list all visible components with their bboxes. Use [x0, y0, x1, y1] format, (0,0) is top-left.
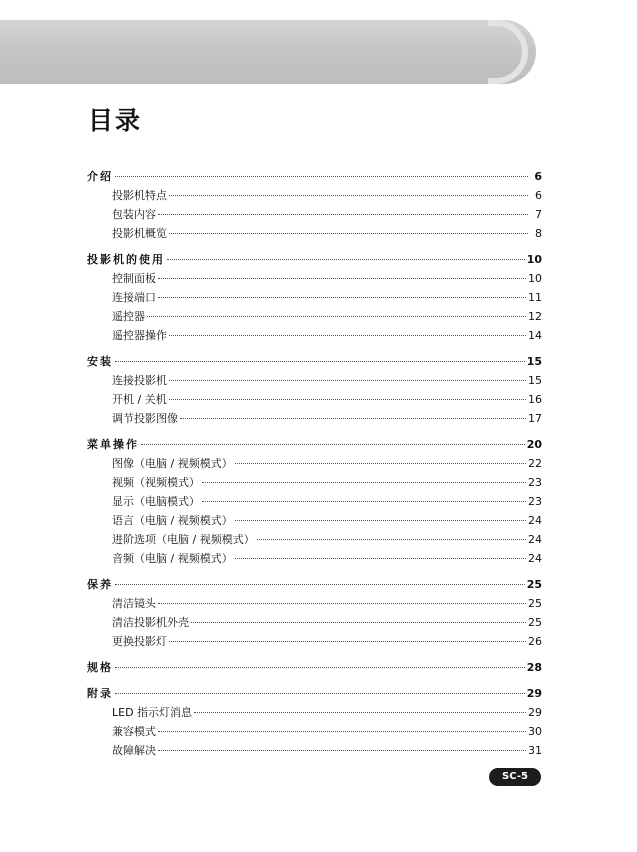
toc-page-number: 15: [526, 355, 542, 368]
toc-page-number: 17: [528, 412, 542, 425]
toc-section-entry[interactable]: [87, 613, 542, 632]
toc-chapter-entry[interactable]: [87, 167, 542, 186]
toc-dot-leader: [158, 603, 526, 604]
toc-entry-title: 包装内容: [112, 208, 156, 221]
toc-section-entry[interactable]: [87, 632, 542, 651]
toc-section-entry[interactable]: [87, 224, 542, 243]
toc-page-number: 20: [526, 438, 542, 451]
toc-dot-leader: [235, 520, 526, 521]
toc-dot-leader: [191, 622, 526, 623]
toc-dot-leader: [257, 539, 526, 540]
toc-page-number: 23: [528, 495, 542, 508]
toc-entry-title: 遥控器: [112, 310, 145, 323]
toc-section-entry[interactable]: [87, 390, 542, 409]
toc-dot-leader: [194, 712, 526, 713]
toc-dot-leader: [158, 750, 526, 751]
toc-section-entry[interactable]: [87, 371, 542, 390]
toc-entry-title: 兼容模式: [112, 725, 156, 738]
toc-page-number: 28: [526, 661, 542, 674]
page-number-badge: SC-5: [489, 768, 541, 786]
toc-entry-title: 调节投影图像: [112, 412, 178, 425]
toc-dot-leader: [235, 558, 526, 559]
toc-page-number: 16: [528, 393, 542, 406]
toc-page-number: 24: [528, 533, 542, 546]
toc-chapter-group: [87, 167, 542, 243]
toc-page-number: 31: [528, 744, 542, 757]
toc-section-entry[interactable]: [87, 530, 542, 549]
toc-chapter-entry[interactable]: [87, 575, 542, 594]
toc-section-entry[interactable]: [87, 511, 542, 530]
toc-section-entry[interactable]: [87, 326, 542, 345]
toc-entry-title: 投影机概览: [112, 227, 167, 240]
toc-chapter-group: [87, 658, 542, 677]
toc-page-number: 24: [528, 514, 542, 527]
toc-entry-title: 安装: [87, 355, 113, 368]
toc-dot-leader: [169, 335, 526, 336]
toc-entry-title: 附录: [87, 687, 113, 700]
toc-entry-title: 保养: [87, 578, 113, 591]
toc-dot-leader: [169, 399, 526, 400]
toc-entry-title: 遥控器操作: [112, 329, 167, 342]
page-title: 目录: [88, 106, 143, 135]
toc-dot-leader: [180, 418, 526, 419]
toc-page-number: 25: [526, 578, 542, 591]
toc-page-number: 10: [528, 272, 542, 285]
toc-dot-leader: [115, 693, 525, 694]
toc-section-entry[interactable]: [87, 473, 542, 492]
header-band: [0, 20, 536, 84]
toc-entry-title: 故障解决: [112, 744, 156, 757]
toc-entry-title: 菜单操作: [87, 438, 139, 451]
toc-page-number: 14: [528, 329, 542, 342]
toc-page-number: 23: [528, 476, 542, 489]
toc-section-entry[interactable]: [87, 703, 542, 722]
toc-dot-leader: [115, 361, 525, 362]
toc-dot-leader: [158, 278, 526, 279]
toc-dot-leader: [115, 584, 525, 585]
toc-entry-title: 投影机特点: [112, 189, 167, 202]
toc-entry-title: 规格: [87, 661, 113, 674]
toc-section-entry[interactable]: [87, 205, 542, 224]
toc-entry-title: 音频（电脑 / 视频模式）: [112, 552, 233, 565]
toc-entry-title: 介绍: [87, 170, 113, 183]
toc-entry-title: 开机 / 关机: [112, 393, 167, 406]
toc-page-number: 30: [528, 725, 542, 738]
toc-section-entry[interactable]: [87, 454, 542, 473]
toc-page-number: 15: [528, 374, 542, 387]
toc-chapter-group: [87, 575, 542, 651]
toc-dot-leader: [115, 176, 528, 177]
toc-entry-title: 投影机的使用: [87, 253, 165, 266]
toc-chapter-entry[interactable]: [87, 435, 542, 454]
toc-chapter-group: [87, 435, 542, 568]
toc-dot-leader: [158, 297, 526, 298]
toc-chapter-entry[interactable]: [87, 352, 542, 371]
toc-section-entry[interactable]: [87, 186, 542, 205]
toc-chapter-entry[interactable]: [87, 250, 542, 269]
toc-chapter-group: [87, 684, 542, 760]
toc-section-entry[interactable]: [87, 492, 542, 511]
toc-entry-title: 连接投影机: [112, 374, 167, 387]
toc-chapter-group: [87, 250, 542, 345]
toc-page-number: 8: [535, 227, 542, 240]
toc-page-number: 22: [528, 457, 542, 470]
table-of-contents: [87, 167, 542, 767]
toc-entry-title: 语言（电脑 / 视频模式）: [112, 514, 233, 527]
toc-section-entry[interactable]: [87, 307, 542, 326]
toc-page-number: 25: [528, 616, 542, 629]
toc-dot-leader: [158, 214, 528, 215]
toc-page-number: 6: [534, 170, 542, 183]
toc-section-entry[interactable]: [87, 288, 542, 307]
toc-page-number: 7: [535, 208, 542, 221]
toc-page-number: 29: [528, 706, 542, 719]
toc-dot-leader: [235, 463, 526, 464]
toc-dot-leader: [202, 501, 526, 502]
toc-section-entry[interactable]: [87, 409, 542, 428]
toc-entry-title: 清洁镜头: [112, 597, 156, 610]
toc-section-entry[interactable]: [87, 594, 542, 613]
toc-section-entry[interactable]: [87, 722, 542, 741]
toc-page-number: 11: [528, 291, 542, 304]
toc-page-number: 6: [535, 189, 542, 202]
toc-page-number: 24: [528, 552, 542, 565]
toc-dot-leader: [141, 444, 525, 445]
toc-page-number: 12: [528, 310, 542, 323]
toc-chapter-group: [87, 352, 542, 428]
toc-page-number: 26: [528, 635, 542, 648]
toc-entry-title: 更换投影灯: [112, 635, 167, 648]
toc-chapter-entry[interactable]: [87, 658, 542, 677]
toc-chapter-entry[interactable]: [87, 684, 542, 703]
toc-entry-title: 控制面板: [112, 272, 156, 285]
toc-dot-leader: [169, 195, 528, 196]
toc-dot-leader: [202, 482, 526, 483]
toc-entry-title: 连接端口: [112, 291, 156, 304]
toc-entry-title: 清洁投影机外壳: [112, 616, 189, 629]
toc-dot-leader: [167, 259, 525, 260]
toc-dot-leader: [158, 731, 526, 732]
toc-dot-leader: [169, 641, 526, 642]
toc-page-number: 25: [528, 597, 542, 610]
toc-entry-title: 进阶选项（电脑 / 视频模式）: [112, 533, 255, 546]
toc-entry-title: 视频（视频模式）: [112, 476, 200, 489]
toc-dot-leader: [115, 667, 525, 668]
toc-entry-title: LED 指示灯消息: [112, 706, 193, 719]
toc-dot-leader: [169, 233, 528, 234]
toc-section-entry[interactable]: [87, 741, 542, 760]
toc-page-number: 29: [526, 687, 542, 700]
toc-dot-leader: [147, 316, 526, 317]
toc-section-entry[interactable]: [87, 269, 542, 288]
toc-entry-title: 显示（电脑模式）: [112, 495, 200, 508]
toc-dot-leader: [169, 380, 526, 381]
toc-section-entry[interactable]: [87, 549, 542, 568]
toc-page-number: 10: [526, 253, 542, 266]
toc-entry-title: 图像（电脑 / 视频模式）: [112, 457, 233, 470]
